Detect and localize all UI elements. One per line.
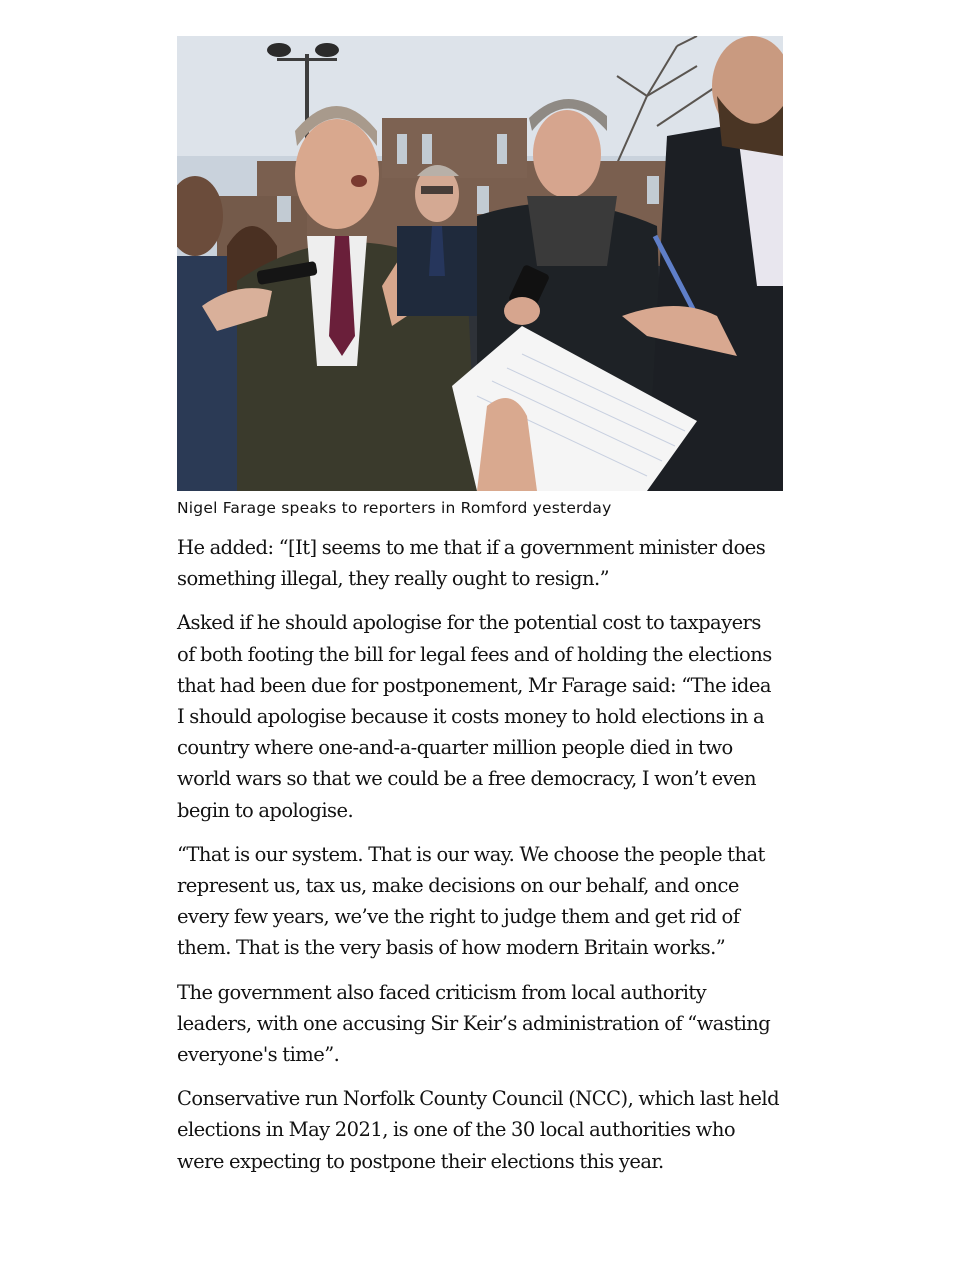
article-paragraph: Asked if he should apologise for the potential cost to taxpayers of both footing the bill for legal fees and of holding the elections that had been due for postponement, Mr Farage said: “The idea I should apologise because it costs money to hold elections in a country where one-and-a-quarter million people died in two world wars so that we could be a free democracy, I won’t even begin to apologise.	[177, 611, 772, 822]
photo-caption: Nigel Farage speaks to reporters in Romford yesterday	[177, 499, 612, 517]
article-paragraph: The government also faced criticism from local authority leaders, with one accusing Sir Keir’s administration of “wasting everyone's time”.	[177, 980, 771, 1067]
article-paragraph: Conservative run Norfolk County Council (NCC), which last held elections in May 2021, is one of the 30 local authorities who were expecting to postpone their elections this year.	[177, 1087, 780, 1173]
article-paragraph: “That is our system. That is our way. We choose the people that represent us, tax us, make decisions on our behalf, and once every few years, we’ve the right to judge them and get rid of them. That is the very basis of how modern Britain works.”	[177, 842, 765, 960]
article-photo	[177, 36, 783, 491]
article-paragraph: He added: “[It] seems to me that if a government minister does something illegal, they really ought to resign.”	[177, 536, 766, 591]
article-body	[177, 36, 783, 1177]
